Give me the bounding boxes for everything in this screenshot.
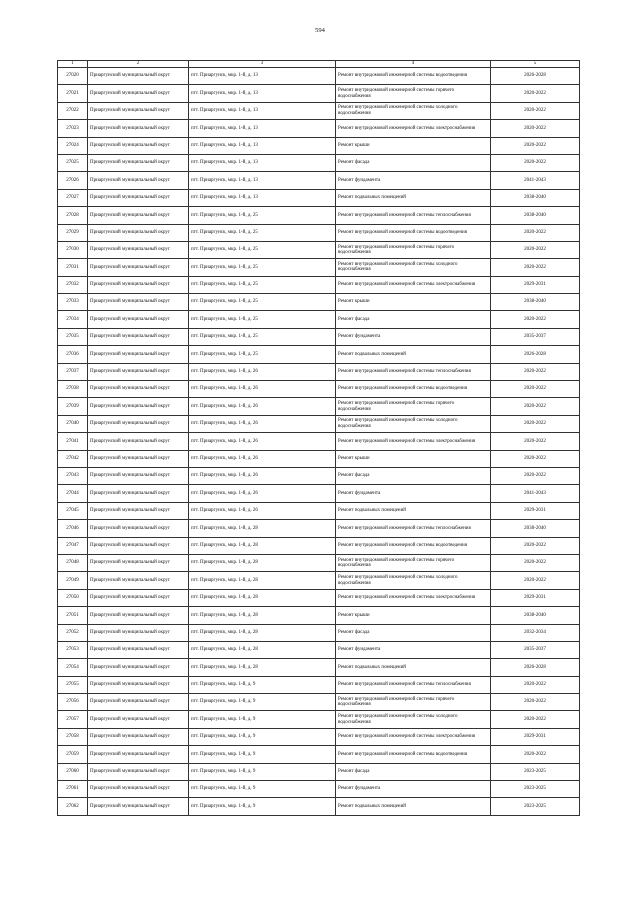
municipality-cell: Приаргунский муниципальный округ [88, 259, 189, 276]
table-row [58, 607, 580, 624]
municipality-cell: Приаргунский муниципальный округ [88, 624, 189, 641]
address-cell: пгт. Приаргунск, мкр. 1-й, д. 9 [189, 763, 336, 780]
work-type-cell: Ремонт внутридомовой инженерной системы теплоснабжения [336, 363, 491, 380]
table-row [58, 520, 580, 537]
table-row [58, 85, 580, 102]
period-cell: 2020-2022 [491, 224, 580, 241]
table-row [58, 467, 580, 484]
work-type-cell: Ремонт фундамента [336, 485, 491, 502]
period-cell: 2020-2022 [491, 85, 580, 102]
municipality-cell: Приаргунский муниципальный округ [88, 328, 189, 345]
period-cell: 2029-2031 [491, 589, 580, 606]
municipality-cell: Приаргунский муниципальный округ [88, 467, 189, 484]
period-cell: 2020-2022 [491, 711, 580, 728]
work-type-cell: Ремонт внутридомовой инженерной системы горячего водоснабжения [336, 694, 491, 711]
work-type-cell: Ремонт фундамента [336, 641, 491, 658]
row-number-cell: 27022 [58, 102, 88, 119]
column-header: 5 [491, 61, 580, 68]
capital-repair-table [57, 60, 580, 816]
period-cell: 2023-2025 [491, 781, 580, 798]
row-number-cell: 27028 [58, 207, 88, 224]
address-cell: пгт. Приаргунск, мкр. 1-й, д. 25 [189, 346, 336, 363]
row-number-cell: 27042 [58, 450, 88, 467]
row-number-cell: 27035 [58, 328, 88, 345]
row-number-cell: 27020 [58, 68, 88, 85]
period-cell: 2020-2022 [491, 381, 580, 398]
table-row [58, 398, 580, 415]
municipality-cell: Приаргунский муниципальный округ [88, 607, 189, 624]
municipality-cell: Приаргунский муниципальный округ [88, 294, 189, 311]
row-number-cell: 27024 [58, 137, 88, 154]
row-number-cell: 27044 [58, 485, 88, 502]
row-number-cell: 27032 [58, 276, 88, 293]
municipality-cell: Приаргунский муниципальный округ [88, 172, 189, 189]
table-row [58, 641, 580, 658]
address-cell: пгт. Приаргунск, мкр. 1-й, д. 28 [189, 589, 336, 606]
table-row [58, 189, 580, 206]
row-number-cell: 27051 [58, 607, 88, 624]
municipality-cell: Приаргунский муниципальный округ [88, 798, 189, 815]
table-row [58, 154, 580, 171]
address-cell: пгт. Приаргунск, мкр. 1-й, д. 13 [189, 154, 336, 171]
period-cell: 2035-2037 [491, 641, 580, 658]
municipality-cell: Приаргунский муниципальный округ [88, 641, 189, 658]
row-number-cell: 27047 [58, 537, 88, 554]
municipality-cell: Приаргунский муниципальный округ [88, 381, 189, 398]
row-number-cell: 27053 [58, 641, 88, 658]
table-row [58, 676, 580, 693]
row-number-cell: 27060 [58, 763, 88, 780]
municipality-cell: Приаргунский муниципальный округ [88, 363, 189, 380]
municipality-cell: Приаргунский муниципальный округ [88, 450, 189, 467]
address-cell: пгт. Приаргунск, мкр. 1-й, д. 25 [189, 276, 336, 293]
table-row [58, 694, 580, 711]
work-type-cell: Ремонт фасада [336, 311, 491, 328]
table-row [58, 415, 580, 432]
address-cell: пгт. Приаргунск, мкр. 1-й, д. 13 [189, 120, 336, 137]
period-cell: 2020-2022 [491, 311, 580, 328]
address-cell: пгт. Приаргунск, мкр. 1-й, д. 28 [189, 624, 336, 641]
work-type-cell: Ремонт внутридомовой инженерной системы теплоснабжения [336, 520, 491, 537]
municipality-cell: Приаргунский муниципальный округ [88, 433, 189, 450]
table-row [58, 172, 580, 189]
period-cell: 2020-2022 [491, 102, 580, 119]
work-type-cell: Ремонт внутридомовой инженерной системы холодного водоснабжения [336, 572, 491, 589]
address-cell: пгт. Приаргунск, мкр. 1-й, д. 9 [189, 781, 336, 798]
work-type-cell: Ремонт подвальных помещений [336, 659, 491, 676]
work-type-cell: Ремонт внутридомовой инженерной системы холодного водоснабжения [336, 102, 491, 119]
row-number-cell: 27030 [58, 241, 88, 258]
column-header: 3 [189, 61, 336, 68]
period-cell: 2020-2022 [491, 537, 580, 554]
row-number-cell: 27040 [58, 415, 88, 432]
address-cell: пгт. Приаргунск, мкр. 1-й, д. 26 [189, 502, 336, 519]
row-number-cell: 27031 [58, 259, 88, 276]
row-number-cell: 27058 [58, 728, 88, 745]
table-row [58, 659, 580, 676]
period-cell: 2020-2022 [491, 450, 580, 467]
municipality-cell: Приаргунский муниципальный округ [88, 276, 189, 293]
address-cell: пгт. Приаргунск, мкр. 1-й, д. 13 [189, 102, 336, 119]
address-cell: пгт. Приаргунск, мкр. 1-й, д. 28 [189, 607, 336, 624]
row-number-cell: 27043 [58, 467, 88, 484]
address-cell: пгт. Приаргунск, мкр. 1-й, д. 9 [189, 676, 336, 693]
table-row [58, 502, 580, 519]
period-cell: 2020-2022 [491, 415, 580, 432]
work-type-cell: Ремонт внутридомовой инженерной системы электроснабжения [336, 728, 491, 745]
row-number-cell: 27046 [58, 520, 88, 537]
row-number-cell: 27062 [58, 798, 88, 815]
work-type-cell: Ремонт фундамента [336, 328, 491, 345]
work-type-cell: Ремонт крыши [336, 294, 491, 311]
table-row [58, 120, 580, 137]
municipality-cell: Приаргунский муниципальный округ [88, 189, 189, 206]
period-cell: 2029-2031 [491, 728, 580, 745]
row-number-cell: 27052 [58, 624, 88, 641]
work-type-cell: Ремонт внутридомовой инженерной системы электроснабжения [336, 589, 491, 606]
address-cell: пгт. Приаргунск, мкр. 1-й, д. 26 [189, 433, 336, 450]
address-cell: пгт. Приаргунск, мкр. 1-й, д. 28 [189, 572, 336, 589]
work-type-cell: Ремонт подвальных помещений [336, 346, 491, 363]
period-cell: 2023-2025 [491, 763, 580, 780]
page-number: 594 [315, 27, 325, 34]
municipality-cell: Приаргунский муниципальный округ [88, 346, 189, 363]
address-cell: пгт. Приаргунск, мкр. 1-й, д. 26 [189, 363, 336, 380]
table-row [58, 589, 580, 606]
address-cell: пгт. Приаргунск, мкр. 1-й, д. 9 [189, 694, 336, 711]
municipality-cell: Приаргунский муниципальный округ [88, 311, 189, 328]
period-cell: 2020-2022 [491, 120, 580, 137]
municipality-cell: Приаргунский муниципальный округ [88, 676, 189, 693]
table-row [58, 485, 580, 502]
period-cell: 2038-2040 [491, 294, 580, 311]
work-type-cell: Ремонт внутридомовой инженерной системы горячего водоснабжения [336, 554, 491, 571]
table-row [58, 728, 580, 745]
table-row [58, 624, 580, 641]
address-cell: пгт. Приаргунск, мкр. 1-й, д. 9 [189, 746, 336, 763]
row-number-cell: 27045 [58, 502, 88, 519]
municipality-cell: Приаргунский муниципальный округ [88, 572, 189, 589]
work-type-cell: Ремонт внутридомовой инженерной системы электроснабжения [336, 120, 491, 137]
table-row [58, 311, 580, 328]
municipality-cell: Приаргунский муниципальный округ [88, 154, 189, 171]
work-type-cell: Ремонт фасада [336, 467, 491, 484]
address-cell: пгт. Приаргунск, мкр. 1-й, д. 13 [189, 85, 336, 102]
address-cell: пгт. Приаргунск, мкр. 1-й, д. 13 [189, 68, 336, 85]
address-cell: пгт. Приаргунск, мкр. 1-й, д. 25 [189, 207, 336, 224]
row-number-cell: 27056 [58, 694, 88, 711]
row-number-cell: 27037 [58, 363, 88, 380]
period-cell: 2020-2022 [491, 363, 580, 380]
column-header: 1 [58, 61, 88, 68]
table-row [58, 346, 580, 363]
table-row [58, 328, 580, 345]
period-cell: 2029-2031 [491, 276, 580, 293]
row-number-cell: 27036 [58, 346, 88, 363]
period-cell: 2038-2040 [491, 189, 580, 206]
work-type-cell: Ремонт внутридомовой инженерной системы горячего водоснабжения [336, 241, 491, 258]
address-cell: пгт. Приаргунск, мкр. 1-й, д. 25 [189, 259, 336, 276]
work-type-cell: Ремонт внутридомовой инженерной системы водоотведения [336, 537, 491, 554]
municipality-cell: Приаргунский муниципальный округ [88, 728, 189, 745]
period-cell: 2026-2028 [491, 68, 580, 85]
period-cell: 2020-2022 [491, 554, 580, 571]
municipality-cell: Приаргунский муниципальный округ [88, 711, 189, 728]
period-cell: 2035-2037 [491, 328, 580, 345]
work-type-cell: Ремонт подвальных помещений [336, 502, 491, 519]
municipality-cell: Приаргунский муниципальный округ [88, 746, 189, 763]
address-cell: пгт. Приаргунск, мкр. 1-й, д. 26 [189, 415, 336, 432]
table-row [58, 554, 580, 571]
period-cell: 2038-2040 [491, 607, 580, 624]
municipality-cell: Приаргунский муниципальный округ [88, 537, 189, 554]
municipality-cell: Приаргунский муниципальный округ [88, 137, 189, 154]
row-number-cell: 27033 [58, 294, 88, 311]
municipality-cell: Приаргунский муниципальный округ [88, 485, 189, 502]
period-cell: 2020-2022 [491, 241, 580, 258]
period-cell: 2026-2028 [491, 659, 580, 676]
period-cell: 2020-2022 [491, 572, 580, 589]
period-cell: 2020-2022 [491, 154, 580, 171]
address-cell: пгт. Приаргунск, мкр. 1-й, д. 26 [189, 381, 336, 398]
table-row [58, 450, 580, 467]
row-number-cell: 27055 [58, 676, 88, 693]
address-cell: пгт. Приаргунск, мкр. 1-й, д. 9 [189, 798, 336, 815]
municipality-cell: Приаргунский муниципальный округ [88, 554, 189, 571]
period-cell: 2020-2022 [491, 137, 580, 154]
table-row [58, 241, 580, 258]
address-cell: пгт. Приаргунск, мкр. 1-й, д. 28 [189, 520, 336, 537]
municipality-cell: Приаргунский муниципальный округ [88, 659, 189, 676]
work-type-cell: Ремонт внутридомовой инженерной системы холодного водоснабжения [336, 415, 491, 432]
row-number-cell: 27054 [58, 659, 88, 676]
table-row [58, 537, 580, 554]
table-row [58, 259, 580, 276]
table-row [58, 207, 580, 224]
address-cell: пгт. Приаргунск, мкр. 1-й, д. 26 [189, 450, 336, 467]
row-number-cell: 27025 [58, 154, 88, 171]
work-type-cell: Ремонт крыши [336, 137, 491, 154]
table-row [58, 294, 580, 311]
work-type-cell: Ремонт внутридомовой инженерной системы электроснабжения [336, 433, 491, 450]
row-number-cell: 27048 [58, 554, 88, 571]
table-row [58, 711, 580, 728]
work-type-cell: Ремонт внутридомовой инженерной системы водоотведения [336, 68, 491, 85]
work-type-cell: Ремонт подвальных помещений [336, 798, 491, 815]
municipality-cell: Приаргунский муниципальный округ [88, 224, 189, 241]
row-number-cell: 27029 [58, 224, 88, 241]
work-type-cell: Ремонт фундамента [336, 172, 491, 189]
table-row [58, 572, 580, 589]
period-cell: 2038-2040 [491, 207, 580, 224]
address-cell: пгт. Приаргунск, мкр. 1-й, д. 25 [189, 311, 336, 328]
row-number-cell: 27061 [58, 781, 88, 798]
work-type-cell: Ремонт внутридомовой инженерной системы теплоснабжения [336, 676, 491, 693]
municipality-cell: Приаргунский муниципальный округ [88, 415, 189, 432]
address-cell: пгт. Приаргунск, мкр. 1-й, д. 9 [189, 711, 336, 728]
address-cell: пгт. Приаргунск, мкр. 1-й, д. 28 [189, 537, 336, 554]
municipality-cell: Приаргунский муниципальный округ [88, 85, 189, 102]
table-row [58, 763, 580, 780]
municipality-cell: Приаргунский муниципальный округ [88, 694, 189, 711]
table-row [58, 381, 580, 398]
work-type-cell: Ремонт фасада [336, 624, 491, 641]
row-number-cell: 27023 [58, 120, 88, 137]
row-number-cell: 27038 [58, 381, 88, 398]
period-cell: 2020-2022 [491, 398, 580, 415]
table-row [58, 746, 580, 763]
municipality-cell: Приаргунский муниципальный округ [88, 520, 189, 537]
address-cell: пгт. Приаргунск, мкр. 1-й, д. 13 [189, 137, 336, 154]
period-cell: 2026-2028 [491, 346, 580, 363]
period-cell: 2020-2022 [491, 259, 580, 276]
address-cell: пгт. Приаргунск, мкр. 1-й, д. 9 [189, 728, 336, 745]
address-cell: пгт. Приаргунск, мкр. 1-й, д. 28 [189, 659, 336, 676]
address-cell: пгт. Приаргунск, мкр. 1-й, д. 28 [189, 641, 336, 658]
period-cell: 2020-2022 [491, 433, 580, 450]
municipality-cell: Приаргунский муниципальный округ [88, 763, 189, 780]
row-number-cell: 27049 [58, 572, 88, 589]
table-row [58, 363, 580, 380]
period-cell: 2038-2040 [491, 520, 580, 537]
table-row [58, 137, 580, 154]
table-row [58, 781, 580, 798]
work-type-cell: Ремонт подвальных помещений [336, 189, 491, 206]
period-cell: 2023-2025 [491, 798, 580, 815]
municipality-cell: Приаргунский муниципальный округ [88, 398, 189, 415]
work-type-cell: Ремонт фасада [336, 763, 491, 780]
work-type-cell: Ремонт крыши [336, 450, 491, 467]
row-number-cell: 27021 [58, 85, 88, 102]
table-row [58, 276, 580, 293]
address-cell: пгт. Приаргунск, мкр. 1-й, д. 13 [189, 189, 336, 206]
address-cell: пгт. Приаргунск, мкр. 1-й, д. 26 [189, 467, 336, 484]
table-row [58, 798, 580, 815]
row-number-cell: 27034 [58, 311, 88, 328]
period-cell: 2020-2022 [491, 467, 580, 484]
address-cell: пгт. Приаргунск, мкр. 1-й, д. 25 [189, 328, 336, 345]
work-type-cell: Ремонт фундамента [336, 781, 491, 798]
row-number-cell: 27059 [58, 746, 88, 763]
work-type-cell: Ремонт внутридомовой инженерной системы теплоснабжения [336, 207, 491, 224]
table-header-row [58, 61, 580, 68]
table-row [58, 68, 580, 85]
period-cell: 2029-2031 [491, 502, 580, 519]
address-cell: пгт. Приаргунск, мкр. 1-й, д. 25 [189, 294, 336, 311]
work-type-cell: Ремонт внутридомовой инженерной системы водоотведения [336, 224, 491, 241]
municipality-cell: Приаргунский муниципальный округ [88, 781, 189, 798]
period-cell: 2041-2043 [491, 172, 580, 189]
work-type-cell: Ремонт внутридомовой инженерной системы холодного водоснабжения [336, 711, 491, 728]
municipality-cell: Приаргунский муниципальный округ [88, 502, 189, 519]
column-header: 2 [88, 61, 189, 68]
municipality-cell: Приаргунский муниципальный округ [88, 68, 189, 85]
work-type-cell: Ремонт крыши [336, 607, 491, 624]
work-type-cell: Ремонт внутридомовой инженерной системы холодного водоснабжения [336, 259, 491, 276]
period-cell: 2041-2043 [491, 485, 580, 502]
municipality-cell: Приаргунский муниципальный округ [88, 241, 189, 258]
work-type-cell: Ремонт внутридомовой инженерной системы горячего водоснабжения [336, 398, 491, 415]
address-cell: пгт. Приаргунск, мкр. 1-й, д. 25 [189, 224, 336, 241]
period-cell: 2020-2022 [491, 676, 580, 693]
address-cell: пгт. Приаргунск, мкр. 1-й, д. 13 [189, 172, 336, 189]
address-cell: пгт. Приаргунск, мкр. 1-й, д. 26 [189, 398, 336, 415]
table-row [58, 224, 580, 241]
row-number-cell: 27050 [58, 589, 88, 606]
work-type-cell: Ремонт внутридомовой инженерной системы горячего водоснабжения [336, 85, 491, 102]
address-cell: пгт. Приаргунск, мкр. 1-й, д. 25 [189, 241, 336, 258]
row-number-cell: 27026 [58, 172, 88, 189]
work-type-cell: Ремонт внутридомовой инженерной системы водоотведения [336, 381, 491, 398]
municipality-cell: Приаргунский муниципальный округ [88, 102, 189, 119]
municipality-cell: Приаргунский муниципальный округ [88, 207, 189, 224]
table-row [58, 433, 580, 450]
municipality-cell: Приаргунский муниципальный округ [88, 120, 189, 137]
work-type-cell: Ремонт внутридомовой инженерной системы электроснабжения [336, 276, 491, 293]
row-number-cell: 27057 [58, 711, 88, 728]
address-cell: пгт. Приаргунск, мкр. 1-й, д. 28 [189, 554, 336, 571]
row-number-cell: 27039 [58, 398, 88, 415]
work-type-cell: Ремонт фасада [336, 154, 491, 171]
period-cell: 2020-2022 [491, 694, 580, 711]
column-header: 4 [336, 61, 491, 68]
period-cell: 2032-2034 [491, 624, 580, 641]
municipality-cell: Приаргунский муниципальный округ [88, 589, 189, 606]
period-cell: 2020-2022 [491, 746, 580, 763]
work-type-cell: Ремонт внутридомовой инженерной системы водоотведения [336, 746, 491, 763]
address-cell: пгт. Приаргунск, мкр. 1-й, д. 26 [189, 485, 336, 502]
row-number-cell: 27041 [58, 433, 88, 450]
table-row [58, 102, 580, 119]
row-number-cell: 27027 [58, 189, 88, 206]
